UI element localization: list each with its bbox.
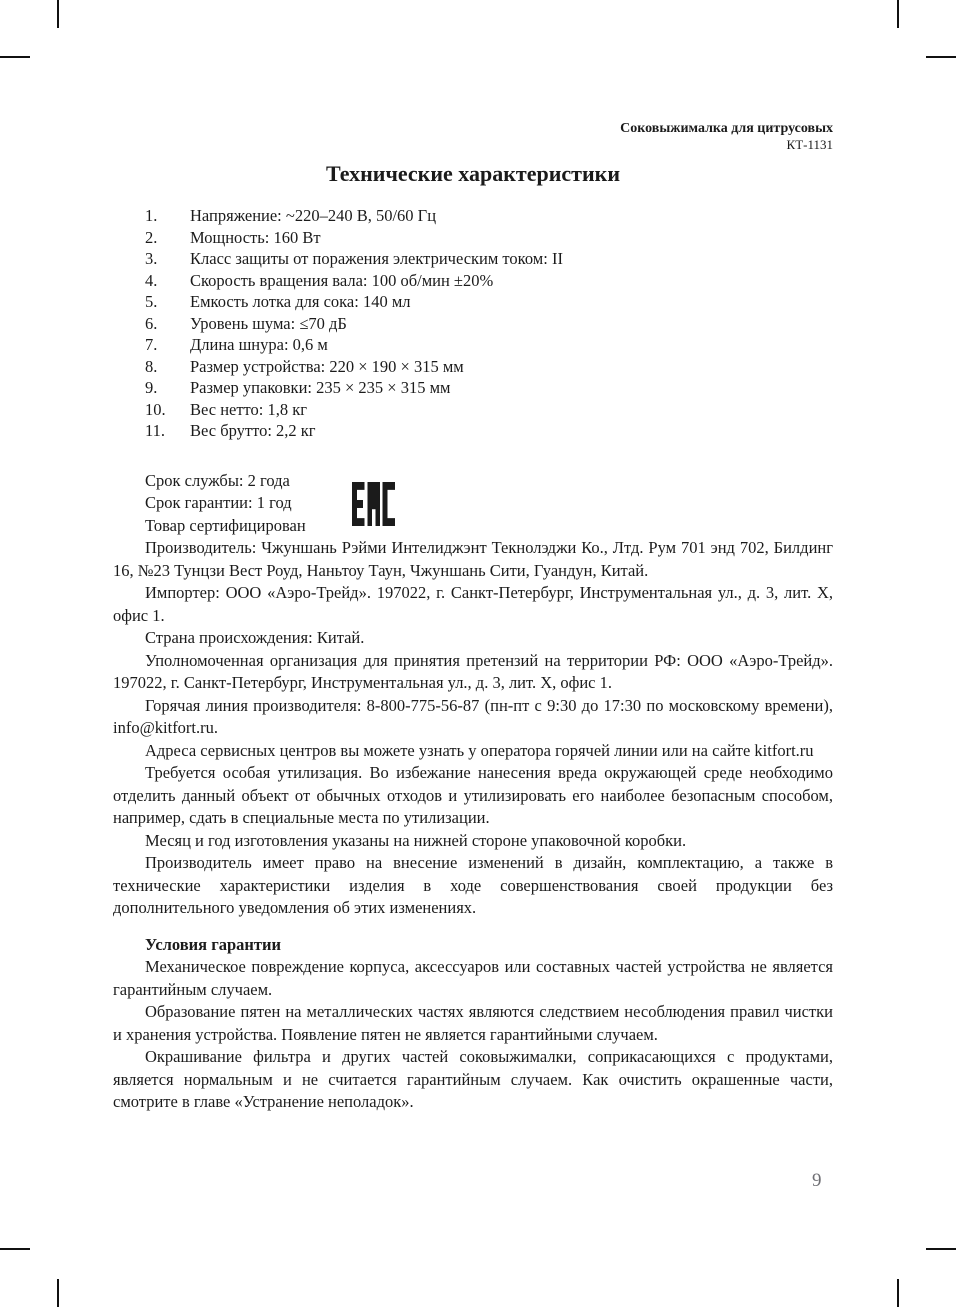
paragraph-importer: Импортер: ООО «Аэро-Трейд». 197022, г. Санкт-Петербург, Инструментальная ул., д. 3, лит. Х, офис 1. <box>113 583 833 625</box>
spec-item <box>113 399 833 421</box>
spec-text: Емкость лотка для сока: 140 мл <box>190 292 411 311</box>
spec-item <box>113 356 833 378</box>
crop-mark-bottom-left-vertical <box>57 1279 59 1307</box>
spec-number: 1. <box>145 206 158 225</box>
spec-number: 5. <box>145 292 158 311</box>
spec-number: 6. <box>145 313 158 333</box>
spec-text: Класс защиты от поражения электрическим током: II <box>190 249 563 268</box>
eac-certification-mark-icon <box>352 482 395 526</box>
spec-item <box>113 205 833 227</box>
running-header <box>113 120 833 152</box>
page-content <box>113 120 833 1114</box>
paragraph-design-changes: Производитель имеет право на внесение изменений в дизайн, комплектацию, а также в технические характеристики изделия в ходе совершенствования своей продукции без дополнительного уведомления об этих изменениях. <box>113 853 833 917</box>
paragraph-disposal: Требуется особая утилизация. Во избежание нанесения вреда окружающей среде необходимо отделить данный объект от обычных отходов и утилизировать его наиболее безопасным способом, например, сдать в специальные места по утилизации. <box>113 763 833 827</box>
spec-text: Размер упаковки: 235 × 235 × 315 мм <box>190 378 451 397</box>
spec-number: 11. <box>145 421 166 440</box>
spec-item <box>113 291 833 313</box>
spec-number: 7. <box>145 335 158 354</box>
crop-mark-top-right-vertical <box>897 0 899 28</box>
crop-mark-top-left-horizontal <box>0 56 30 58</box>
paragraph-manufacture-date: Месяц и год изготовления указаны на нижней стороне упаковочной коробки. <box>145 830 687 850</box>
paragraph-service-centers: Адреса сервисных центров вы можете узнать у оператора горячей линии или на сайте kitfort.ru <box>145 740 814 760</box>
warranty-paragraph-mechanical-damage: Механическое повреждение корпуса, аксессуаров или составных частей устройства не является гарантийным случаем. <box>113 957 833 999</box>
crop-mark-top-left-vertical <box>57 0 59 28</box>
spec-text: Скорость вращения вала: 100 об/мин ±20% <box>190 270 494 290</box>
crop-mark-top-right-horizontal <box>926 56 956 58</box>
spec-number: 9. <box>145 378 158 397</box>
spec-item <box>113 270 833 292</box>
spec-number: 3. <box>145 249 158 268</box>
paragraph-authorized-organization: Уполномоченная организация для принятия претензий на территории РФ: ООО «Аэро-Трейд». 197022, г. Санкт-Петербург, Инструментальная ул., д. 3, лит. Х, офис 1. <box>113 650 833 692</box>
crop-mark-bottom-right-horizontal <box>926 1248 956 1250</box>
spec-item <box>113 248 833 270</box>
spec-text: Вес нетто: 1,8 кг <box>190 399 308 419</box>
spec-text: Напряжение: ~220–240 В, 50/60 Гц <box>190 206 437 225</box>
body-paragraphs <box>113 537 833 920</box>
spec-text: Длина шнура: 0,6 м <box>190 335 328 354</box>
spec-text: Уровень шума: ≤70 дБ <box>190 313 347 333</box>
spec-text: Вес брутто: 2,2 кг <box>190 421 316 440</box>
spec-text: Размер устройства: 220 × 190 × 315 мм <box>190 356 464 376</box>
certified-line: Товар сертифицирован <box>145 515 306 535</box>
spec-number: 4. <box>145 270 158 290</box>
spec-item <box>113 334 833 356</box>
paragraph-manufacturer: Производитель: Чжуншань Рэйми Интелиджэнт Текнолэджи Ко., Лтд. Рум 701 энд 702, Билдинг 16, №23 Тунцзи Вест Роуд, Наньтоу Таун, Чжуншань Сити, Гуандун, Китай. <box>113 538 833 580</box>
crop-mark-bottom-left-horizontal <box>0 1248 30 1250</box>
warranty-section <box>113 934 833 1114</box>
spec-item <box>113 313 833 335</box>
spec-list <box>113 205 833 442</box>
crop-mark-bottom-right-vertical <box>897 1279 899 1307</box>
product-name: Соковыжималка для цитрусовых <box>620 121 833 136</box>
warranty-heading: Условия гарантии <box>145 934 282 954</box>
spec-number: 2. <box>145 227 158 247</box>
page-number: 9 <box>812 1170 822 1191</box>
page-title: Технические характеристики <box>325 161 621 186</box>
spec-number: 8. <box>145 356 158 376</box>
warranty-period-line: Срок гарантии: 1 год <box>145 493 292 512</box>
spec-number: 10. <box>145 399 166 419</box>
model-number: КТ-1131 <box>786 137 833 152</box>
spec-text: Мощность: 160 Вт <box>190 227 321 247</box>
warranty-paragraph-stains: Образование пятен на металлических частях являются следствием несоблюдения правил чистки и хранения устройства. Появление пятен не является гарантийными случаем. <box>113 1002 833 1044</box>
warranty-paragraph-discoloration: Окрашивание фильтра и других частей соковыжималки, соприкасающихся с продуктами, является нормальным и не считается гарантийным случаем. Как очистить окрашенные части, смотрите в главе «Устранение неполадок». <box>113 1047 833 1111</box>
paragraph-hotline: Горячая линия производителя: 8-800-775-56-87 (пн-пт с 9:30 до 17:30 по московскому времени), info@kitfort.ru. <box>113 695 833 737</box>
spec-item <box>113 420 833 442</box>
spec-item <box>113 227 833 249</box>
certification-block <box>113 470 833 538</box>
service-life-line: Срок службы: 2 года <box>145 470 290 490</box>
paragraph-country-of-origin: Страна происхождения: Китай. <box>145 628 365 647</box>
spec-item <box>113 377 833 399</box>
